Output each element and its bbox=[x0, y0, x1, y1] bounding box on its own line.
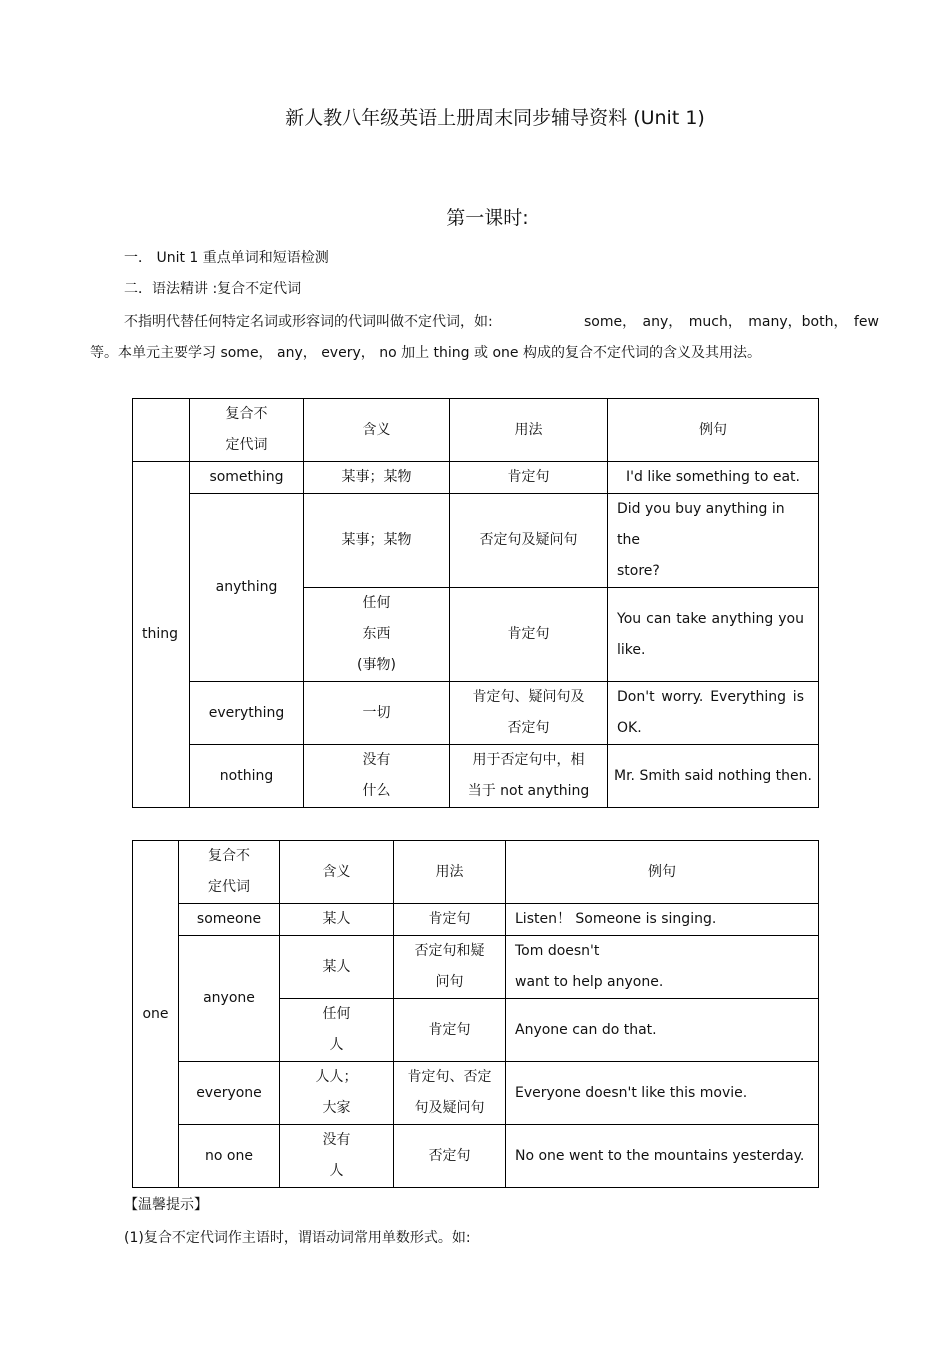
pronoun-cell: someone bbox=[179, 904, 280, 936]
table-row bbox=[133, 745, 819, 808]
pronoun-cell: no one bbox=[179, 1125, 280, 1188]
group-label-thing: thing bbox=[133, 462, 190, 808]
header-pronoun: 复合不 定代词 bbox=[190, 399, 304, 462]
section-item-2: 二．语法精讲 :复合不定代词 bbox=[124, 281, 302, 297]
table-row bbox=[133, 494, 819, 588]
tip-heading: 【温馨提示】 bbox=[124, 1197, 208, 1213]
section-item-1: 一． Unit 1 重点单词和短语检测 bbox=[124, 250, 329, 266]
example-cell: No one went to the mountains yesterday. bbox=[506, 1125, 819, 1188]
usage-cell: 否定句 bbox=[394, 1125, 506, 1188]
compound-pronoun-table-one bbox=[132, 840, 819, 1188]
header-example: 例句 bbox=[608, 399, 819, 462]
intro-text-line2: 等。本单元主要学习 some， any， every， no 加上 thing 或 one 构成的复合不定代词的含义及其用法。 bbox=[90, 345, 761, 361]
meaning-cell: 没有 什么 bbox=[304, 745, 450, 808]
usage-cell: 肯定句、否定 句及疑问句 bbox=[394, 1062, 506, 1125]
table-row bbox=[133, 1062, 819, 1125]
document-title: 新人教八年级英语上册周末同步辅导资料 (Unit 1) bbox=[285, 107, 705, 129]
tip-item-1: (1)复合不定代词作主语时，谓语动词常用单数形式。如: bbox=[124, 1230, 471, 1246]
example-cell: Everyone doesn't like this movie. bbox=[506, 1062, 819, 1125]
usage-cell: 肯定句、疑问句及 否定句 bbox=[450, 682, 608, 745]
table-row bbox=[133, 462, 819, 494]
intro-text-part2: some， any， much， many，both， few bbox=[584, 314, 879, 330]
meaning-cell: 某事；某物 bbox=[304, 462, 450, 494]
example-cell: Tom doesn't want to help anyone. bbox=[506, 936, 819, 999]
compound-pronoun-table-thing bbox=[132, 398, 819, 808]
usage-cell: 肯定句 bbox=[394, 904, 506, 936]
pronoun-cell: anything bbox=[190, 494, 304, 682]
usage-cell: 用于否定句中，相 当于 not anything bbox=[450, 745, 608, 808]
header-usage: 用法 bbox=[394, 841, 506, 904]
table-header-row bbox=[133, 399, 819, 462]
table-row bbox=[133, 936, 819, 999]
header-blank-cell bbox=[133, 399, 190, 462]
table-row bbox=[133, 682, 819, 745]
usage-cell: 肯定句 bbox=[450, 588, 608, 682]
pronoun-cell: everyone bbox=[179, 1062, 280, 1125]
header-meaning: 含义 bbox=[304, 399, 450, 462]
pronoun-cell: anyone bbox=[179, 936, 280, 1062]
meaning-cell: 人人； 大家 bbox=[280, 1062, 394, 1125]
example-cell: I'd like something to eat. bbox=[608, 462, 819, 494]
meaning-cell: 一切 bbox=[304, 682, 450, 745]
table-header-row bbox=[133, 841, 819, 904]
lesson-heading: 第一课时: bbox=[446, 207, 529, 229]
header-meaning: 含义 bbox=[280, 841, 394, 904]
meaning-cell: 某人 bbox=[280, 904, 394, 936]
example-cell: Listen！ Someone is singing. bbox=[506, 904, 819, 936]
table-row bbox=[133, 904, 819, 936]
header-example: 例句 bbox=[506, 841, 819, 904]
table-row bbox=[133, 1125, 819, 1188]
header-pronoun: 复合不 定代词 bbox=[179, 841, 280, 904]
pronoun-cell: everything bbox=[190, 682, 304, 745]
example-cell: Did you buy anything in the store? bbox=[608, 494, 819, 588]
example-cell: Mr. Smith said nothing then. bbox=[608, 745, 819, 808]
meaning-cell: 某人 bbox=[280, 936, 394, 999]
header-usage: 用法 bbox=[450, 399, 608, 462]
meaning-cell: 任何 人 bbox=[280, 999, 394, 1062]
usage-cell: 肯定句 bbox=[394, 999, 506, 1062]
usage-cell: 否定句和疑 问句 bbox=[394, 936, 506, 999]
example-cell: Don't worry. Everything is OK. bbox=[608, 682, 819, 745]
usage-cell: 否定句及疑问句 bbox=[450, 494, 608, 588]
pronoun-cell: something bbox=[190, 462, 304, 494]
meaning-cell: 任何 东西 (事物) bbox=[304, 588, 450, 682]
usage-cell: 肯定句 bbox=[450, 462, 608, 494]
meaning-cell: 某事；某物 bbox=[304, 494, 450, 588]
example-cell: You can take anything you like. bbox=[608, 588, 819, 682]
pronoun-cell: nothing bbox=[190, 745, 304, 808]
intro-text-part1: 不指明代替任何特定名词或形容词的代词叫做不定代词，如: bbox=[124, 314, 493, 330]
meaning-cell: 没有 人 bbox=[280, 1125, 394, 1188]
group-label-one: one bbox=[133, 841, 179, 1188]
example-cell: Anyone can do that. bbox=[506, 999, 819, 1062]
